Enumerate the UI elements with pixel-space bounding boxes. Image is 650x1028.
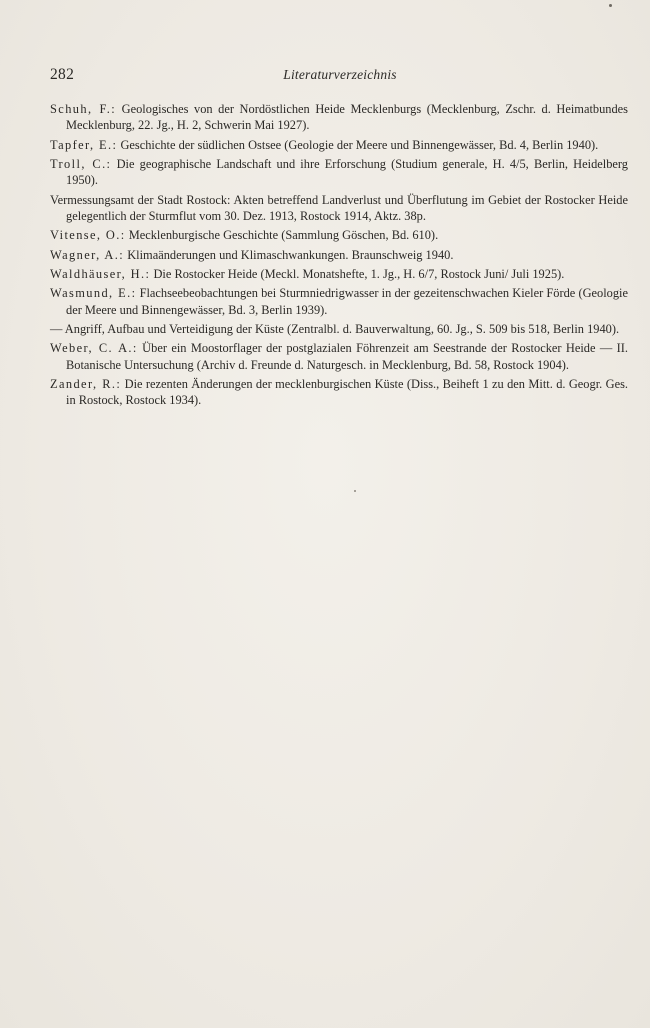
bibliography-entry [50, 137, 628, 153]
entry-author: Schuh, F.: [50, 102, 117, 116]
entry-author: Zander, R.: [50, 376, 122, 391]
bibliography-entry [50, 266, 628, 282]
entry-text: Klimaänderungen und Klimaschwankungen. Braunschweig 1940. [124, 247, 454, 262]
entry-text: Geschichte der südlichen Ostsee (Geologie der Meere und Binnengewässer, Bd. 4, Berlin 1940). [117, 137, 599, 152]
entry-author: Troll, C.: [50, 156, 112, 171]
bibliography-entry [50, 285, 628, 317]
entry-author: Tapfer, E.: [50, 137, 118, 152]
bibliography-entry [50, 247, 628, 263]
entry-author: Waldhäuser, H.: [50, 266, 151, 281]
bibliography-entry [50, 227, 628, 243]
entry-text: Mecklenburgische Geschichte (Sammlung Göschen, Bd. 610). [125, 228, 439, 243]
page-number: 282 [50, 66, 75, 83]
entry-text: Die Rostocker Heide (Meckl. Monatshefte, 1. Jg., H. 6/7, Rostock Juni/ Juli 1925). [150, 266, 565, 281]
bibliography-entry [50, 376, 628, 408]
entry-author: Wagner, A.: [50, 247, 125, 262]
page-header [50, 66, 630, 86]
bibliography-entry [50, 192, 628, 224]
entry-text: Die geographische Landschaft und ihre Erforschung (Studium generale, H. 4/5, Berlin, Heidelberg 1950). [66, 156, 628, 188]
entry-text: — Angriff, Aufbau und Verteidigung der Küste (Zentralbl. d. Bauverwaltung, 60. Jg., S. 509 bis 518, Berlin 1940). [50, 321, 620, 336]
entry-text: Flachseebeobachtungen bei Sturmniedrigwasser in der gezeitenschwachen Kieler Förde (Geologie der Meere und Binnengewässer, Bd. 3, Berlin 1939). [66, 286, 628, 317]
paper-speck [609, 4, 612, 7]
entry-text: Die rezenten Änderungen der mecklenburgischen Küste (Diss., Beiheft 1 zu den Mitt. d. Geogr. Ges. in Rostock, Rostock 1934). [66, 376, 628, 408]
entry-text: Geologisches von der Nordöstlichen Heide Mecklenburgs (Mecklenburg, Zschr. d. Heimatbundes Mecklenburg, 22. Jg., H. 2, Schwerin Mai 1927). [66, 102, 628, 133]
bibliography-list [50, 101, 628, 412]
bibliography-entry [50, 340, 628, 372]
bibliography-entry [50, 156, 628, 188]
entry-author: Vitense, O.: [50, 228, 126, 243]
paper-speck [354, 490, 356, 492]
bibliography-entry [50, 101, 628, 133]
entry-author: Wasmund, E.: [50, 286, 137, 301]
entry-text: Über ein Moostorflager der postglazialen Föhrenzeit am Seestrande der Rostocker Heide — II. Botanische Untersuchung (Archiv d. Freunde d. Naturgesch. in Mecklenburg, Bd. 58, Rostock 1904). [66, 341, 629, 372]
entry-author: Weber, C. A.: [50, 341, 138, 356]
running-title: Literaturverzeichnis [283, 67, 397, 82]
bibliography-entry [50, 321, 628, 337]
entry-text: Vermessungsamt der Stadt Rostock: Akten betreffend Landverlust und Überflutung im Gebiet der Rostocker Heide gelegentlich der Sturmflut vom 30. Dez. 1913, Rostock 1914, Aktz. 38p. [50, 192, 628, 223]
